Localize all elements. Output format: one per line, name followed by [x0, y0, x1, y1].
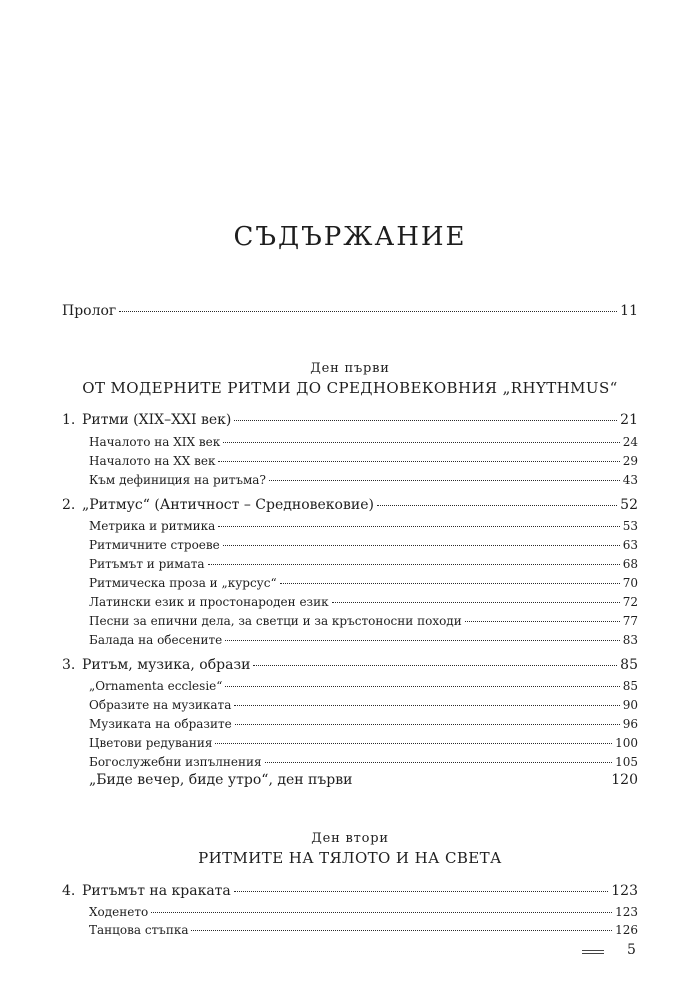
entry-label: Ритмичните строеве — [89, 538, 220, 552]
entry-label: Началото на XX век — [89, 454, 216, 468]
dot-leader — [119, 311, 617, 312]
toc-section — [89, 631, 638, 649]
entry-label: „Биде вечер, биде утро“, ден първи — [89, 772, 353, 788]
toc-section — [89, 536, 638, 554]
footer-ornament — [582, 950, 604, 954]
toc-section — [89, 433, 638, 451]
dot-leader — [332, 602, 620, 603]
entry-page: 72 — [622, 595, 638, 609]
entry-page: 63 — [622, 538, 638, 552]
entry-page: 43 — [622, 473, 638, 487]
day-title: ОТ МОДЕРНИТЕ РИТМИ ДО СРЕДНОВЕКОВНИЯ „RHYTHMUS“ — [82, 379, 618, 397]
entry-page: 52 — [620, 497, 638, 513]
dot-leader — [223, 545, 620, 546]
toc-chapter — [62, 882, 638, 900]
entry-page: 70 — [622, 576, 638, 590]
page-number: 5 — [627, 942, 636, 958]
entry-label: Цветови редувания — [89, 736, 213, 750]
entry-page: 105 — [615, 755, 638, 769]
dot-leader — [225, 640, 620, 641]
entry-label: Пролог — [62, 303, 117, 319]
toc-section — [89, 574, 638, 592]
toc-section — [89, 555, 638, 573]
entry-page: 77 — [622, 614, 638, 628]
entry-page: 53 — [622, 519, 638, 533]
chapter-number: 1. — [62, 412, 76, 428]
entry-label: Образите на музиката — [89, 698, 232, 712]
entry-page: 83 — [622, 633, 638, 647]
entry-page: 29 — [622, 454, 638, 468]
dot-leader — [234, 420, 617, 421]
entry-label: „Ornamenta ecclesie“ — [89, 679, 223, 693]
entry-page: 123 — [611, 883, 638, 899]
entry-label: Ритъмът на краката — [82, 883, 231, 899]
entry-label: Богослужебни изпълнения — [89, 755, 262, 769]
entry-label: Танцова стъпка — [89, 923, 189, 937]
dot-leader — [234, 891, 608, 892]
entry-label: Началото на XIX век — [89, 435, 221, 449]
toc-chapter — [62, 656, 638, 674]
dot-leader — [218, 526, 619, 527]
dot-leader — [234, 705, 619, 706]
toc-chapter — [62, 496, 638, 514]
toc-section — [89, 452, 638, 470]
day-label: Ден втори — [311, 831, 389, 846]
toc-section — [89, 471, 638, 489]
dot-leader — [253, 665, 617, 666]
toc-section — [89, 715, 638, 733]
toc-section — [89, 677, 638, 695]
entry-label: Балада на обесените — [89, 633, 223, 647]
dot-leader — [269, 480, 620, 481]
dot-leader — [235, 724, 620, 725]
dot-leader — [208, 564, 620, 565]
toc-section — [89, 517, 638, 535]
toc-entry-day-closing — [89, 771, 638, 789]
entry-label: Ритъмът и римата — [89, 557, 205, 571]
entry-label: „Ритмус“ (Античност – Средновековие) — [82, 497, 374, 513]
entry-page: 96 — [622, 717, 638, 731]
toc-section — [89, 903, 638, 921]
entry-page: 68 — [622, 557, 638, 571]
entry-page: 21 — [620, 412, 638, 428]
entry-page: 24 — [622, 435, 638, 449]
page-title: СЪДЪРЖАНИЕ — [233, 222, 467, 252]
day-heading-1 — [0, 360, 700, 398]
toc-section — [89, 593, 638, 611]
dot-leader — [225, 686, 619, 687]
entry-label: Към дефиниция на ритъма? — [89, 473, 266, 487]
dot-leader — [377, 505, 617, 506]
entry-label: Песни за епични дела, за светци и за кръстоносни походи — [89, 614, 462, 628]
toc-entry-prologue — [62, 302, 638, 320]
entry-label: Латински език и простонароден език — [89, 595, 329, 609]
day-label: Ден първи — [310, 361, 390, 376]
dot-leader — [223, 442, 620, 443]
entry-label: Ритмическа проза и „курсус“ — [89, 576, 277, 590]
dot-leader — [218, 461, 619, 462]
entry-label: Метрика и ритмика — [89, 519, 216, 533]
chapter-number: 2. — [62, 497, 76, 513]
entry-page: 123 — [615, 905, 638, 919]
dot-leader — [280, 583, 620, 584]
entry-page: 120 — [611, 772, 638, 788]
dot-leader — [465, 621, 620, 622]
dot-leader — [215, 743, 612, 744]
toc-chapter — [62, 411, 638, 429]
day-heading-2 — [0, 830, 700, 868]
entry-label: Музиката на образите — [89, 717, 232, 731]
entry-page: 85 — [622, 679, 638, 693]
toc-section — [89, 612, 638, 630]
entry-page: 11 — [620, 303, 638, 319]
day-title: РИТМИТЕ НА ТЯЛОТО И НА СВЕТА — [198, 849, 502, 867]
toc-section — [89, 696, 638, 714]
entry-page: 100 — [615, 736, 638, 750]
entry-page: 85 — [620, 657, 638, 673]
toc-section — [89, 734, 638, 752]
chapter-number: 4. — [62, 883, 76, 899]
entry-label: Ритъм, музика, образи — [82, 657, 251, 673]
toc-section — [89, 753, 638, 771]
entry-label: Ритми (XIX–XXI век) — [82, 412, 232, 428]
chapter-number: 3. — [62, 657, 76, 673]
entry-page: 126 — [615, 923, 638, 937]
dot-leader — [151, 912, 612, 913]
dot-leader — [191, 930, 612, 931]
dot-leader — [265, 762, 612, 763]
entry-page: 90 — [622, 698, 638, 712]
toc-section — [89, 921, 638, 939]
entry-label: Ходенето — [89, 905, 149, 919]
